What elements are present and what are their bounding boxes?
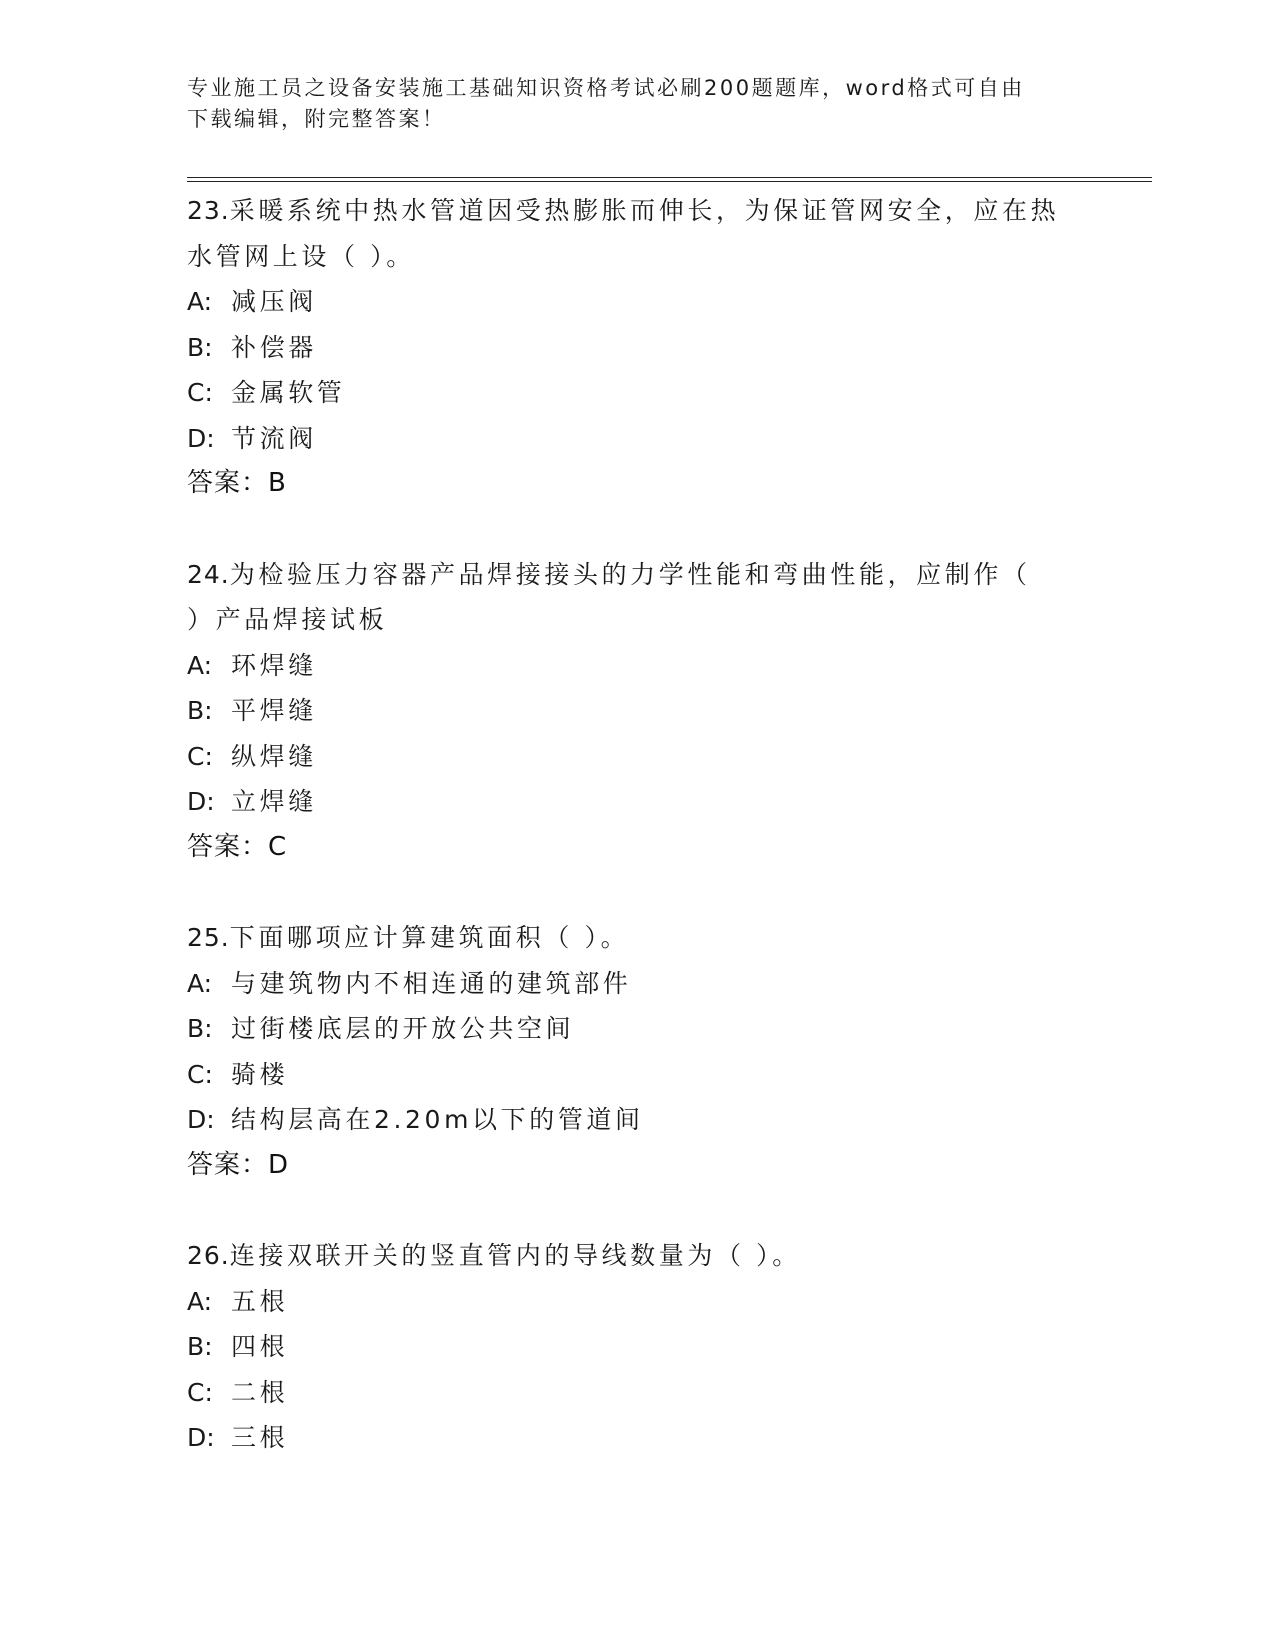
option-letter: D:	[187, 787, 215, 816]
option-text: 三根	[231, 1423, 289, 1452]
question-text-line-1: 连接双联开关的竖直管内的导线数量为（ ）。	[229, 1241, 801, 1270]
answer-label: 答案：	[187, 1149, 269, 1180]
option-letter: B:	[187, 696, 213, 725]
question-25	[187, 915, 1087, 1188]
option-d	[187, 1097, 1087, 1143]
answer-label: 答案：	[187, 468, 269, 498]
question-stem	[187, 1233, 1087, 1279]
option-text: 节流阀	[231, 423, 317, 453]
question-text-line-1: 下面哪项应计算建筑面积（ ）。	[229, 923, 630, 952]
option-letter: C:	[187, 741, 213, 771]
option-letter: B:	[187, 1332, 213, 1361]
option-text: 纵焊缝	[231, 741, 317, 771]
answer	[187, 461, 1087, 507]
option-text: 减压阀	[231, 287, 317, 316]
option-c	[187, 370, 1087, 416]
option-c	[187, 734, 1087, 780]
header-rule-bottom	[187, 181, 1152, 182]
option-text: 平焊缝	[231, 696, 317, 725]
question-stem	[187, 188, 1087, 234]
option-letter: D:	[187, 423, 215, 453]
answer	[187, 825, 1087, 871]
question-26	[187, 1233, 1087, 1461]
option-letter: A:	[187, 287, 213, 316]
option-a	[187, 961, 1087, 1007]
question-23	[187, 188, 1087, 507]
option-text: 五根	[231, 1286, 289, 1316]
option-letter: C:	[187, 1377, 213, 1407]
option-letter: A:	[187, 968, 213, 998]
option-c	[187, 1052, 1087, 1098]
option-d	[187, 416, 1087, 462]
option-text: 补偿器	[231, 332, 317, 362]
option-text: 骑楼	[231, 1059, 289, 1089]
question-text-line-2: ）产品焊接试板	[187, 605, 388, 634]
option-text: 结构层高在2.20m以下的管道间	[231, 1105, 644, 1134]
option-letter: C:	[187, 1059, 213, 1089]
option-b	[187, 325, 1087, 371]
question-number: 25.	[187, 923, 230, 952]
option-text: 过街楼底层的开放公共空间	[231, 1014, 575, 1043]
question-number: 23.	[187, 196, 230, 225]
question-list	[187, 188, 1087, 1506]
question-text-line-1: 采暖系统中热水管道因受热膨胀而伸长，为保证管网安全，应在热	[229, 196, 1060, 225]
question-number: 26.	[187, 1241, 230, 1270]
option-text: 金属软管	[231, 378, 346, 407]
header-rule-top	[187, 177, 1152, 178]
option-text: 环焊缝	[231, 650, 317, 680]
option-text: 二根	[231, 1377, 289, 1407]
option-letter: D:	[187, 1423, 215, 1452]
document-header	[187, 73, 1067, 135]
answer-value: C	[268, 831, 288, 862]
option-text: 与建筑物内不相连通的建筑部件	[231, 968, 632, 998]
question-stem	[187, 552, 1087, 598]
header-line-2: 下载编辑，附完整答案！	[187, 107, 446, 131]
option-letter: B:	[187, 332, 213, 362]
option-b	[187, 1324, 1087, 1370]
question-stem	[187, 915, 1087, 961]
option-a	[187, 1279, 1087, 1325]
question-text-line-2: 水管网上设（ ）。	[187, 241, 415, 271]
question-text-line-1: 为检验压力容器产品焊接接头的力学性能和弯曲性能，应制作（	[229, 559, 1031, 589]
option-letter: A:	[187, 650, 213, 680]
option-b	[187, 1006, 1087, 1052]
option-text: 四根	[231, 1332, 289, 1361]
answer-value: D	[268, 1149, 290, 1180]
question-24	[187, 552, 1087, 871]
option-a	[187, 643, 1087, 689]
answer-label: 答案：	[187, 831, 269, 862]
option-letter: A:	[187, 1286, 213, 1316]
option-letter: D:	[187, 1105, 215, 1134]
option-b	[187, 688, 1087, 734]
option-d	[187, 1415, 1087, 1461]
option-c	[187, 1370, 1087, 1416]
question-number: 24.	[187, 559, 230, 589]
option-letter: B:	[187, 1014, 213, 1043]
option-a	[187, 279, 1087, 325]
option-letter: C:	[187, 378, 213, 407]
answer	[187, 1143, 1087, 1189]
option-text: 立焊缝	[231, 787, 317, 816]
answer-value: B	[268, 468, 287, 498]
option-d	[187, 779, 1087, 825]
header-line-1: 专业施工员之设备安装施工基础知识资格考试必刷200题题库，word格式可自由	[187, 76, 1025, 100]
